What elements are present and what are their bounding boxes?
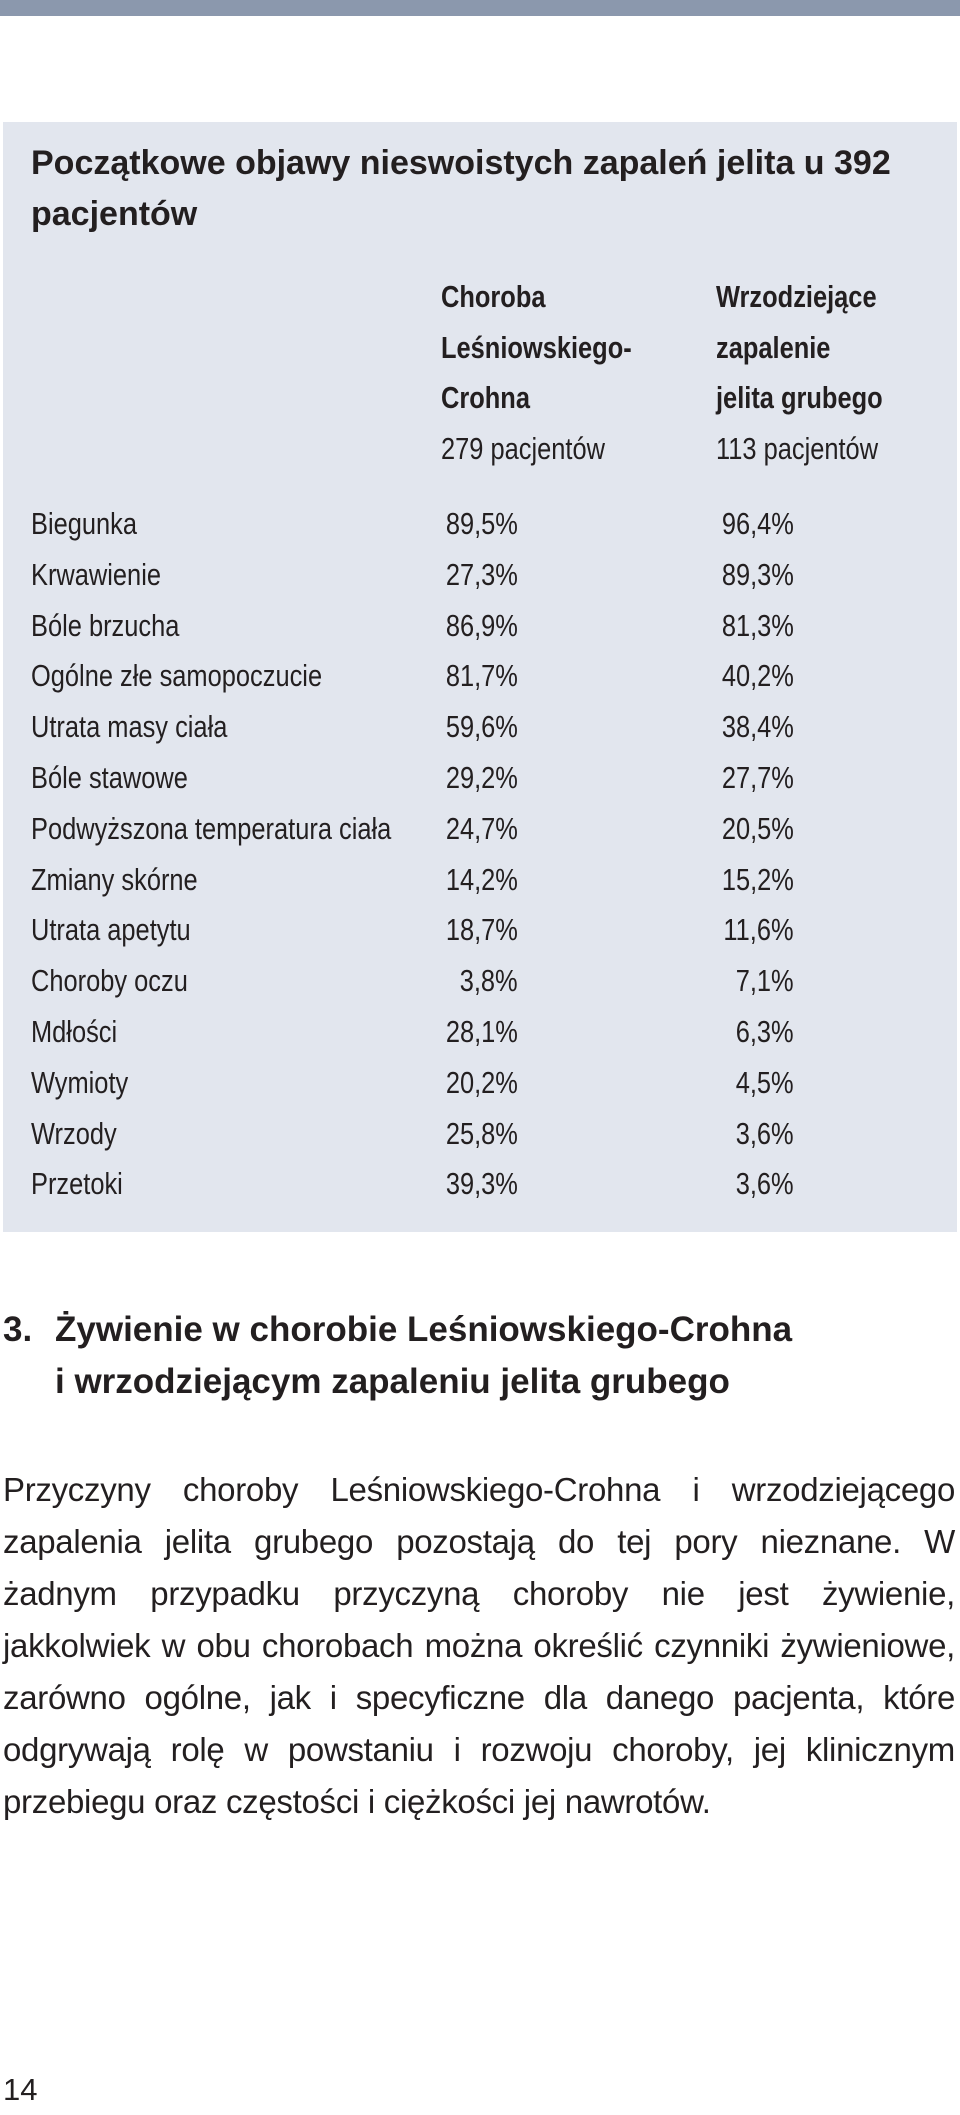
colitis-value: 40,2%: [721, 658, 794, 694]
symptom-label: Podwyższona temperatura ciała: [31, 810, 392, 846]
colitis-value: 20,5%: [721, 810, 794, 846]
top-rule: [0, 0, 960, 16]
column-header-colitis: [716, 272, 883, 474]
table-row: [0, 753, 960, 804]
symptom-label: Bóle stawowe: [31, 759, 188, 795]
section-paragraph: Przyczyny choroby Leśniowskiego-Crohna i wrzodziejącego zapalenia jelita grubego pozostają do tej pory nieznane. W żadnym przypadku przyczyną choroby nie jest żywienie, jakkolwiek w obu chorobach można określić czynniki żywieniowe, zarówno ogólne, jak i specyficzne dla danego pacjenta, które odgrywają rolę w powstaniu i rozwoju choroby, jej klinicznym przebiegu oraz częstości i ciężkości jej nawrotów.: [3, 1471, 955, 1820]
crohn-value: 20,2%: [445, 1064, 518, 1100]
colitis-value: 7,1%: [736, 963, 794, 999]
symptom-label: Krwawienie: [31, 556, 161, 592]
section-title: [55, 1304, 935, 1408]
symptom-label: Utrata masy ciała: [31, 709, 228, 745]
crohn-value: 24,7%: [445, 810, 518, 846]
colitis-value: 11,6%: [723, 912, 794, 948]
table-row: [0, 702, 960, 753]
table-row: [0, 499, 960, 550]
table-row: [0, 855, 960, 906]
colitis-value: 38,4%: [721, 709, 794, 745]
column-header-crohn-line: Choroba: [441, 279, 546, 314]
crohn-value: 39,3%: [445, 1166, 518, 1202]
column-header-colitis-line: jelita grubego: [716, 380, 883, 415]
symptom-label: Ogólne złe samopoczucie: [31, 658, 323, 694]
crohn-value: 3,8%: [460, 963, 518, 999]
colitis-value: 81,3%: [721, 607, 794, 643]
section-title-line: i wrzodziejącym zapaleniu jelita grubego: [55, 1362, 730, 1401]
table-row: [0, 1007, 960, 1058]
symptom-label: Biegunka: [31, 506, 138, 541]
column-header-crohn-line: Crohna: [441, 380, 530, 415]
symptom-label: Wrzody: [31, 1115, 117, 1151]
page-number: 14: [3, 2072, 38, 2107]
crohn-value: 27,3%: [445, 556, 518, 592]
crohn-value: 18,7%: [445, 912, 518, 948]
table-row: [0, 1159, 960, 1210]
table-row: [0, 651, 960, 702]
colitis-value: 4,5%: [736, 1064, 794, 1100]
table-row: [0, 601, 960, 652]
crohn-value: 28,1%: [445, 1013, 518, 1049]
column-header-colitis-count: 113 pacjentów: [716, 430, 879, 466]
crohn-value: 81,7%: [445, 658, 518, 694]
column-header-colitis-line: Wrzodziejące: [716, 279, 877, 314]
symptom-label: Wymioty: [31, 1064, 129, 1100]
column-header-colitis-line: zapalenie: [716, 329, 831, 365]
colitis-value: 27,7%: [721, 759, 794, 795]
section-heading: [0, 1304, 960, 1414]
crohn-value: 25,8%: [445, 1115, 518, 1151]
column-header-crohn-line: Leśniowskiego-: [441, 329, 632, 365]
table-row: [0, 905, 960, 956]
column-header-crohn-count: 279 pacjentów: [441, 430, 605, 466]
colitis-value: 6,3%: [736, 1013, 794, 1049]
colitis-value: 89,3%: [721, 556, 794, 592]
table-row: [0, 1109, 960, 1160]
symptom-label: Bóle brzucha: [31, 607, 180, 643]
table-row: [0, 550, 960, 601]
crohn-value: 59,6%: [445, 709, 518, 745]
symptom-label: Mdłości: [31, 1013, 118, 1049]
table-row: [0, 804, 960, 855]
symptoms-table-rows: [0, 499, 960, 1210]
symptom-label: Zmiany skórne: [31, 861, 198, 897]
section-title-line: Żywienie w chorobie Leśniowskiego-Crohna: [55, 1310, 793, 1349]
table-row: [0, 1058, 960, 1109]
crohn-value: 86,9%: [445, 607, 518, 643]
colitis-value: 15,2%: [721, 861, 794, 897]
section-number: 3.: [3, 1310, 33, 1349]
crohn-value: 29,2%: [445, 759, 518, 795]
column-header-crohn: [441, 272, 632, 474]
symptom-label: Choroby oczu: [31, 963, 188, 999]
crohn-value: 89,5%: [445, 506, 518, 541]
colitis-value: 3,6%: [736, 1166, 794, 1202]
colitis-value: 3,6%: [736, 1115, 794, 1151]
crohn-value: 14,2%: [445, 861, 518, 897]
colitis-value: 96,4%: [721, 506, 794, 541]
symptom-label: Utrata apetytu: [31, 912, 191, 948]
table-row: [0, 956, 960, 1007]
symptom-label: Przetoki: [31, 1166, 123, 1202]
table-title: Początkowe objawy nieswoistych zapaleń jelita u 392 pacjentów: [31, 144, 891, 233]
